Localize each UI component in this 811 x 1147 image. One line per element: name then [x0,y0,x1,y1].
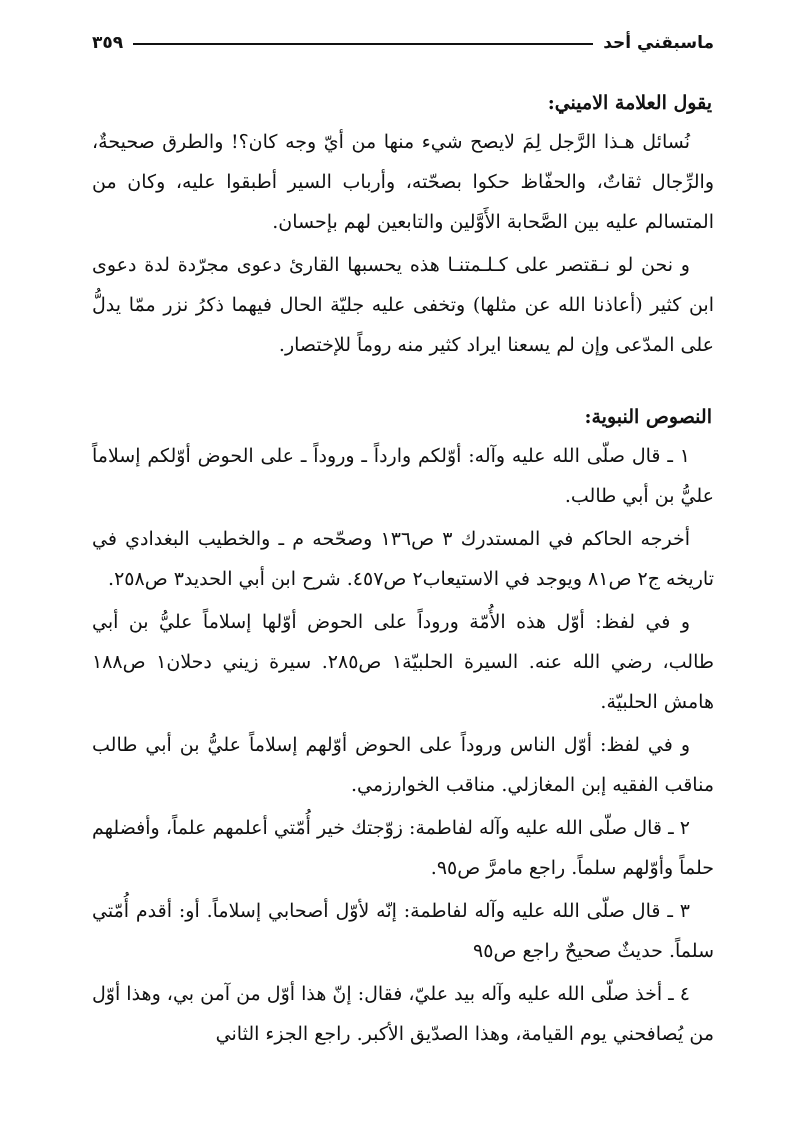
paragraph: و في لفظ: أوّل هذه الأُمّة وروداً على الحوض أوّلها إسلاماً عليُّ بن أبي طالب، رضي الله عنه. السيرة الحلبيّة١ ص٢٨٥. سيرة زيني دحلان١ ص١٨٨ هامش الحلبيّة. [92,611,714,713]
running-title: ماسبقني أحد [603,33,714,53]
prophetic-texts-section [92,398,714,1054]
paragraph: نُسائل هـذا الرَّجل لِمَ لايصح شيء منها من أيّ وجه كان؟! والطرق صحيحةٌ، والرِّجال ثقاتٌ، والحفّاظ حكوا بصحّته، وأرباب السير أطبقوا عليه، وكان من المتسالم عليه بين الصَّحابة الأَوَّلين والتابعين لهم بإحسان. [92,131,714,233]
intro-section [92,84,714,365]
paragraph: و في لفظ: أوّل الناس وروداً على الحوض أوّلهم إسلاماً عليُّ بن أبي طالب مناقب الفقيه إبن المغازلي. مناقب الخوارزمي. [92,734,714,796]
paragraph: ٣ ـ قال صلّى الله عليه وآله لفاطمة: إنّه لأوّل أصحابي إسلاماً. أو: أقدم أُمّتي سلماً. حديثٌ صحيحٌ راجع ص٩٥ [92,900,714,962]
paragraph: أخرجه الحاكم في المستدرك ٣ ص١٣٦ وصحّحه م ـ والخطيب البغدادي في تاريخه ج٢ ص٨١ ويوجد في الاستيعاب٢ ص٤٥٧. شرح ابن أبي الحديد٣ ص٢٥٨. [92,528,714,590]
section-heading: يقول العلامة الاميني: [547,92,712,114]
paragraph: و نحن لو نـقتصر على كـلـمتنـا هذه يحسبها القارئ دعوى مجرّدة لدة دعوى ابن كثير (أعاذنا الله عن مثلها) وتخفى عليه جليّة الحال فيهما ذكرُ نزر ممّا يدلُّ على المدّعى وإن لم يسعنا ايراد كثير منه روماً للإختصار. [92,254,714,356]
paragraph: ١ ـ قال صلّى الله عليه وآله: أوّلكم وارداً ـ وروداً ـ على الحوض أوّلكم إسلاماً عليُّ بن أبي طالب. [92,445,714,507]
running-header [92,28,714,58]
page-number: ٣٥٩ [92,33,124,53]
section-heading: النصوص النبوية: [584,406,712,428]
section-gap [92,368,714,398]
document-page [92,28,714,1057]
paragraph: ٢ ـ قال صلّى الله عليه وآله لفاطمة: زوّجتك خير أُمّتي أعلمهم علماً، وأفضلهم حلماً وأوّلهم سلماً. راجع مامرَّ ص٩٥. [92,817,714,879]
paragraph: ٤ ـ أخذ صلّى الله عليه وآله بيد عليّ، فقال: إنّ هذا أوّل من آمن بي، وهذا أوّل من يُصافحني يوم القيامة، وهذا الصدّيق الأكبر. راجع الجزء الثاني [92,983,714,1045]
header-rule [133,43,593,45]
